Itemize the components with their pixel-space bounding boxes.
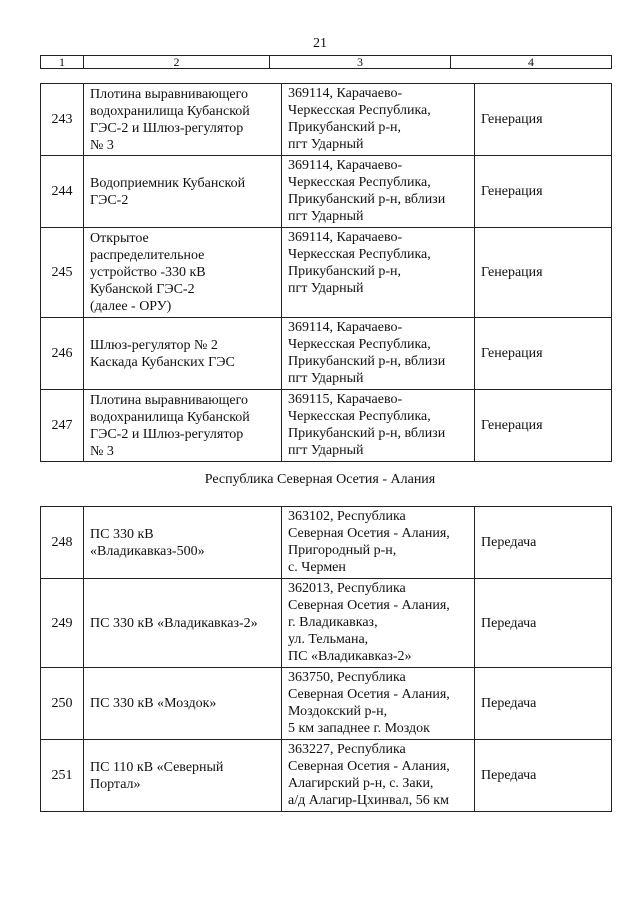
row-number: 248 [41, 507, 84, 579]
cell-line: Прикубанский р-н, [288, 120, 402, 135]
cell-line: Пригородный р-н, [288, 543, 397, 558]
cell-line: Черкесская Республика, [288, 175, 431, 190]
cell-line: Северная Осетия - Алания, [288, 526, 450, 541]
facility-address [282, 740, 475, 812]
cell-line: пгт Ударный [288, 443, 364, 458]
cell-line: Каскада Кубанских ГЭС [90, 354, 235, 370]
facility-name [84, 668, 282, 740]
column-header: 2 [84, 56, 270, 69]
facility-address [282, 507, 475, 579]
cell-line: № 3 [90, 137, 114, 153]
facilities-table-karachay-cherkessia [40, 83, 612, 462]
row-number: 243 [41, 84, 84, 156]
cell-line: Открытое [90, 231, 149, 246]
facility-name [84, 84, 282, 156]
cell-line: ПС 110 кВ «Северный [90, 759, 224, 775]
cell-line: 369114, Карачаево- [288, 158, 403, 173]
cell-line: распределительное [90, 248, 205, 263]
cell-line: Водоприемник Кубанской [90, 175, 246, 191]
cell-line: пгт Ударный [288, 137, 364, 152]
cell-line: ПС 330 кВ «Владикавказ-2» [90, 615, 258, 631]
cell-line: № 3 [90, 443, 114, 459]
cell-line: с. Чермен [288, 560, 346, 575]
table-row [41, 668, 612, 740]
activity-type: Генерация [475, 318, 612, 390]
facility-name [84, 318, 282, 390]
cell-line: Черкесская Республика, [288, 337, 431, 352]
cell-line: ПС 330 кВ [90, 526, 154, 542]
cell-line: 369114, Карачаево- [288, 320, 403, 335]
facility-address [282, 318, 475, 390]
activity-type: Передача [475, 579, 612, 668]
column-header-table [40, 55, 612, 69]
cell-line: Кубанской ГЭС-2 [90, 282, 195, 297]
facility-name [84, 579, 282, 668]
cell-line: (далее - ОРУ) [90, 299, 172, 314]
cell-line: 369114, Карачаево- [288, 86, 403, 101]
row-number: 246 [41, 318, 84, 390]
cell-line: пгт Ударный [288, 371, 364, 386]
cell-line: 363227, Республика [288, 742, 406, 757]
cell-line: 363750, Республика [288, 670, 406, 685]
cell-line: Шлюз-регулятор № 2 [90, 337, 218, 353]
cell-line: ПС 330 кВ «Моздок» [90, 696, 217, 711]
table-row [41, 228, 612, 318]
cell-line: «Владикавказ-500» [90, 543, 205, 559]
activity-type: Передача [475, 507, 612, 579]
facility-name [84, 156, 282, 228]
page-number: 21 [313, 36, 327, 51]
facility-address [282, 668, 475, 740]
activity-type: Генерация [475, 228, 612, 318]
column-header: 1 [41, 56, 84, 69]
table-row [41, 84, 612, 156]
column-header: 4 [451, 56, 612, 69]
cell-line: пгт Ударный [288, 209, 364, 224]
activity-type: Генерация [475, 84, 612, 156]
table-row [41, 390, 612, 462]
cell-line: а/д Алагир-Цхинвал, 56 км [288, 793, 449, 808]
activity-type: Генерация [475, 156, 612, 228]
cell-line: Прикубанский р-н, вблизи [288, 426, 446, 441]
cell-line: г. Владикавказ, [288, 615, 378, 630]
cell-line: Портал» [90, 776, 141, 792]
cell-line: 363102, Республика [288, 509, 406, 524]
cell-line: Прикубанский р-н, вблизи [288, 192, 446, 207]
facilities-table-north-ossetia [40, 506, 612, 812]
row-number: 244 [41, 156, 84, 228]
table-row [41, 507, 612, 579]
activity-type: Генерация [475, 390, 612, 462]
cell-line: Плотина выравнивающего [90, 86, 249, 102]
facility-address [282, 84, 475, 156]
row-number: 245 [41, 228, 84, 318]
cell-line: Плотина выравнивающего [90, 392, 249, 408]
cell-line: ГЭС-2 [90, 192, 129, 208]
cell-line: 5 км западнее г. Моздок [288, 721, 430, 736]
facility-name [84, 390, 282, 462]
row-number: 247 [41, 390, 84, 462]
cell-line: Алагирский р-н, с. Заки, [288, 776, 434, 791]
cell-line: ГЭС-2 и Шлюз-регулятор [90, 426, 244, 442]
cell-line: устройство -330 кВ [90, 265, 206, 280]
facility-address [282, 228, 475, 318]
facility-name [84, 740, 282, 812]
cell-line: Черкесская Республика, [288, 103, 431, 118]
facility-name [84, 507, 282, 579]
cell-line: Северная Осетия - Алания, [288, 598, 450, 613]
cell-line: Черкесская Республика, [288, 247, 431, 262]
column-header: 3 [270, 56, 451, 69]
facility-address [282, 156, 475, 228]
cell-line: 369114, Карачаево- [288, 230, 403, 245]
cell-line: ПС «Владикавказ-2» [288, 649, 412, 664]
facility-name [84, 228, 282, 318]
cell-line: водохранилища Кубанской [90, 409, 250, 425]
table-row [41, 740, 612, 812]
cell-line: пгт Ударный [288, 281, 364, 296]
cell-line: водохранилища Кубанской [90, 103, 250, 119]
activity-type: Передача [475, 740, 612, 812]
facility-address [282, 390, 475, 462]
cell-line: 369115, Карачаево- [288, 392, 403, 407]
cell-line: Прикубанский р-н, вблизи [288, 354, 446, 369]
table-row [41, 156, 612, 228]
cell-line: ул. Тельмана, [288, 632, 369, 647]
section-title: Республика Северная Осетия - Алания [204, 472, 436, 487]
facility-address [282, 579, 475, 668]
cell-line: Черкесская Республика, [288, 409, 431, 424]
row-number: 249 [41, 579, 84, 668]
cell-line: Прикубанский р-н, [288, 264, 402, 279]
table-row [41, 318, 612, 390]
cell-line: 362013, Республика [288, 581, 406, 596]
activity-type: Передача [475, 668, 612, 740]
row-number: 250 [41, 668, 84, 740]
cell-line: Северная Осетия - Алания, [288, 759, 450, 774]
table-row [41, 579, 612, 668]
cell-line: Моздокский р-н, [288, 704, 388, 719]
cell-line: Северная Осетия - Алания, [288, 687, 450, 702]
cell-line: ГЭС-2 и Шлюз-регулятор [90, 120, 244, 136]
row-number: 251 [41, 740, 84, 812]
